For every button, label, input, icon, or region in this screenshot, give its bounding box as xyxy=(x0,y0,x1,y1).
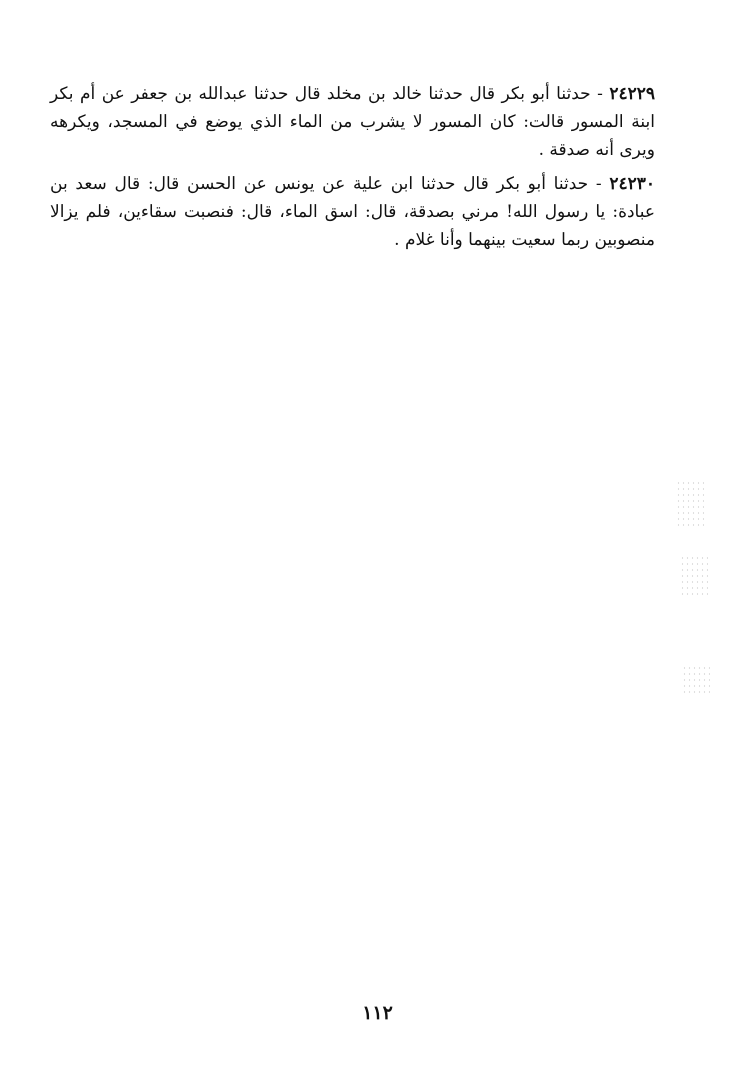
page-number: ١١٢ xyxy=(362,1002,393,1024)
hadith-number: ٢٤٢٢٩ xyxy=(609,84,656,104)
scan-speckle xyxy=(680,555,708,595)
scan-speckle xyxy=(682,665,710,695)
hadith-text: - حدثنا أبو بكر قال حدثنا ابن علية عن يونس عن الحسن قال: قال سعد بن عبادة: يا رسول الله! مرني بصدقة، قال: اسق الماء، قال: فنصبت سقاءين، فلم يزالا منصوبين ربما سعيت بينهما وأنا غلام . xyxy=(50,174,655,250)
hadith-24230 xyxy=(50,170,655,254)
scan-speckle xyxy=(676,480,704,530)
hadith-text-block xyxy=(50,80,655,260)
hadith-number: ٢٤٢٣٠ xyxy=(609,174,655,194)
hadith-24229 xyxy=(50,80,655,164)
hadith-text: - حدثنا أبو بكر قال حدثنا خالد بن مخلد قال حدثنا عبدالله بن جعفر عن أم بكر ابنة المسور قالت: كان المسور لا يشرب من الماء الذي يوضع في المسجد، ويكرهه ويرى أنه صدقة . xyxy=(50,84,655,160)
